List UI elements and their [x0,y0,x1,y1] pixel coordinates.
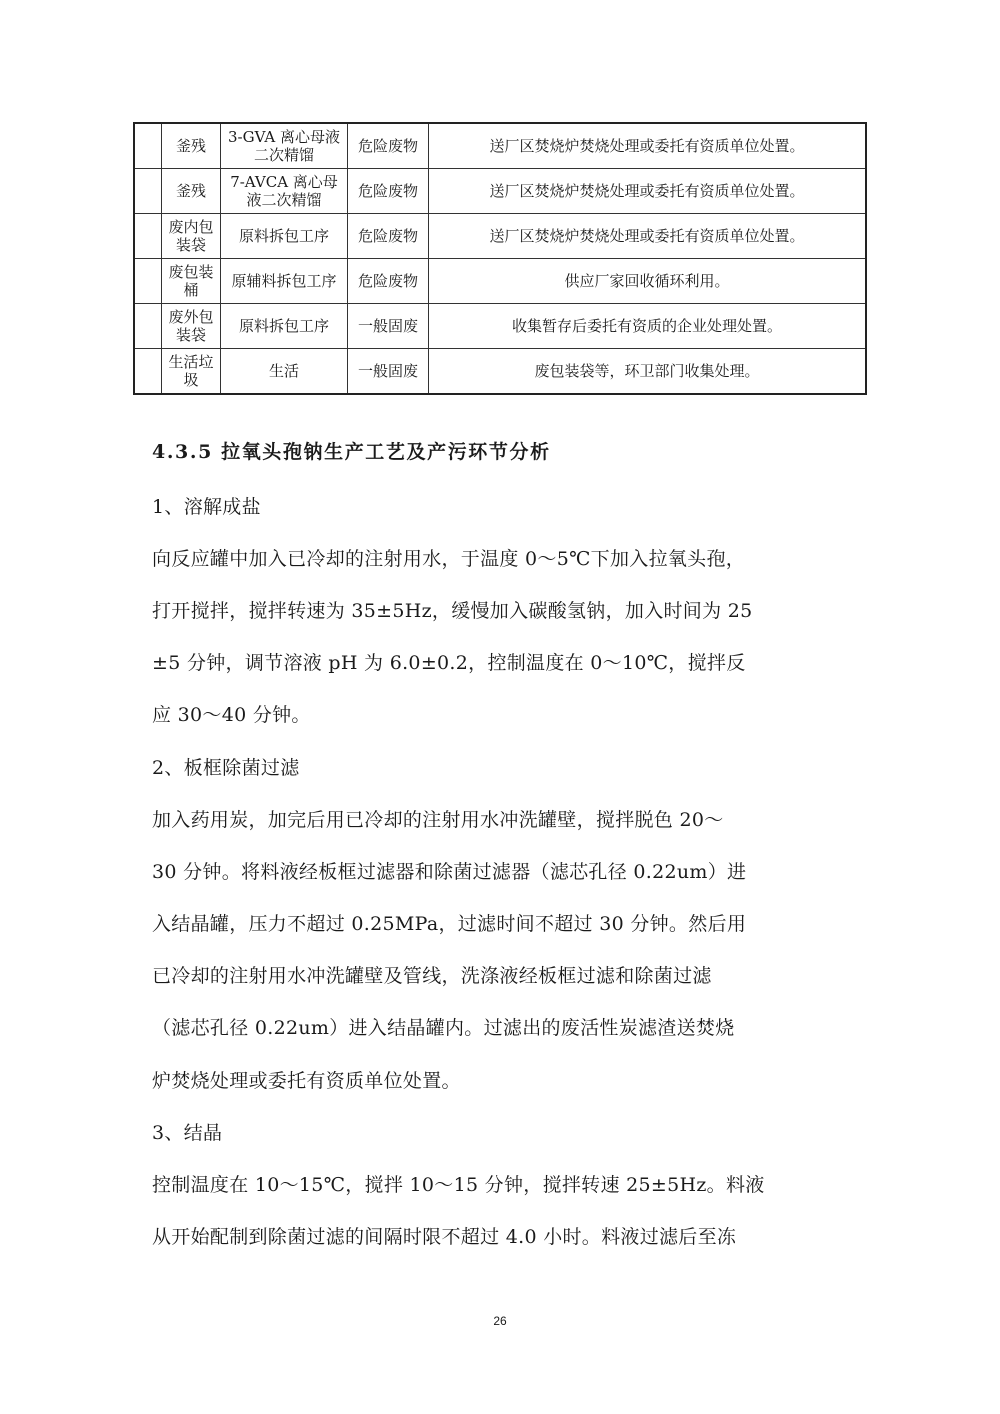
subsection-title-filter: 2、板框除菌过滤 [152,757,300,779]
table-cell-merged [134,349,162,395]
table-row [134,169,866,214]
waste-category-cell: 危险废物 [348,259,429,304]
waste-category-cell: 危险废物 [348,123,429,169]
waste-source-cell: 原料拆包工序 [221,214,348,259]
table-row [134,304,866,349]
body-text-line: （滤芯孔径 0.22um）进入结晶罐内。过滤出的废活性炭滤渣送焚烧 [152,1017,735,1039]
table-row [134,349,866,395]
waste-name-cell: 废包装桶 [162,259,221,304]
waste-category-cell: 危险废物 [348,169,429,214]
waste-source-cell: 7-AVCA 离心母液二次精馏 [221,169,348,214]
subsection-title-dissolve: 1、溶解成盐 [152,496,261,518]
table-row [134,259,866,304]
waste-name-cell: 釜残 [162,169,221,214]
table-cell-merged [134,259,162,304]
body-text-line: 从开始配制到除菌过滤的间隔时限不超过 4.0 小时。料液过滤后至冻 [152,1226,737,1248]
section-heading: 4.3.5 拉氧头孢钠生产工艺及产污环节分析 [152,441,551,463]
body-text-line: 炉焚烧处理或委托有资质单位处置。 [152,1070,461,1092]
waste-source-cell: 原料拆包工序 [221,304,348,349]
waste-disposal-cell: 送厂区焚烧炉焚烧处理或委托有资质单位处置。 [429,123,867,169]
body-text-line: 已冷却的注射用水冲洗罐壁及管线，洗涤液经板框过滤和除菌过滤 [152,965,712,987]
waste-category-cell: 一般固废 [348,304,429,349]
waste-disposal-cell: 送厂区焚烧炉焚烧处理或委托有资质单位处置。 [429,214,867,259]
waste-disposal-cell: 收集暂存后委托有资质的企业处理处置。 [429,304,867,349]
waste-category-cell: 一般固废 [348,349,429,395]
body-text-line: 入结晶罐，压力不超过 0.25MPa，过滤时间不超过 30 分钟。然后用 [152,913,747,935]
waste-name-cell: 废内包装袋 [162,214,221,259]
waste-name-cell: 废外包装袋 [162,304,221,349]
waste-name-cell: 釜残 [162,123,221,169]
table-cell-merged [134,214,162,259]
body-text-line: 打开搅拌，搅拌转速为 35±5Hz，缓慢加入碳酸氢钠，加入时间为 25 [152,600,753,622]
solid-waste-table [133,122,867,395]
waste-name-cell: 生活垃圾 [162,349,221,395]
table-cell-merged [134,123,162,169]
body-text-line: 向反应罐中加入已冷却的注射用水，于温度 0～5℃下加入拉氧头孢， [152,548,746,570]
body-text-line: 30 分钟。将料液经板框过滤器和除菌过滤器（滤芯孔径 0.22um）进 [152,861,747,883]
subsection-title-crystallize: 3、结晶 [152,1122,223,1144]
body-text-line: 控制温度在 10～15℃，搅拌 10～15 分钟，搅拌转速 25±5Hz。料液 [152,1174,765,1196]
table-row [134,214,866,259]
table-row [134,123,866,169]
waste-disposal-cell: 废包装袋等，环卫部门收集处理。 [429,349,867,395]
table-cell-merged [134,304,162,349]
table-cell-merged [134,169,162,214]
body-text-line: ±5 分钟，调节溶液 pH 为 6.0±0.2，控制温度在 0～10℃，搅拌反 [152,652,746,674]
page-number: 26 [493,1314,507,1328]
waste-source-cell: 3-GVA 离心母液二次精馏 [221,123,348,169]
waste-category-cell: 危险废物 [348,214,429,259]
waste-source-cell: 生活 [221,349,348,395]
waste-disposal-cell: 送厂区焚烧炉焚烧处理或委托有资质单位处置。 [429,169,867,214]
waste-source-cell: 原辅料拆包工序 [221,259,348,304]
body-text-line: 加入药用炭，加完后用已冷却的注射用水冲洗罐壁，搅拌脱色 20～ [152,809,724,831]
body-text-line: 应 30～40 分钟。 [152,704,311,726]
waste-disposal-cell: 供应厂家回收循环利用。 [429,259,867,304]
